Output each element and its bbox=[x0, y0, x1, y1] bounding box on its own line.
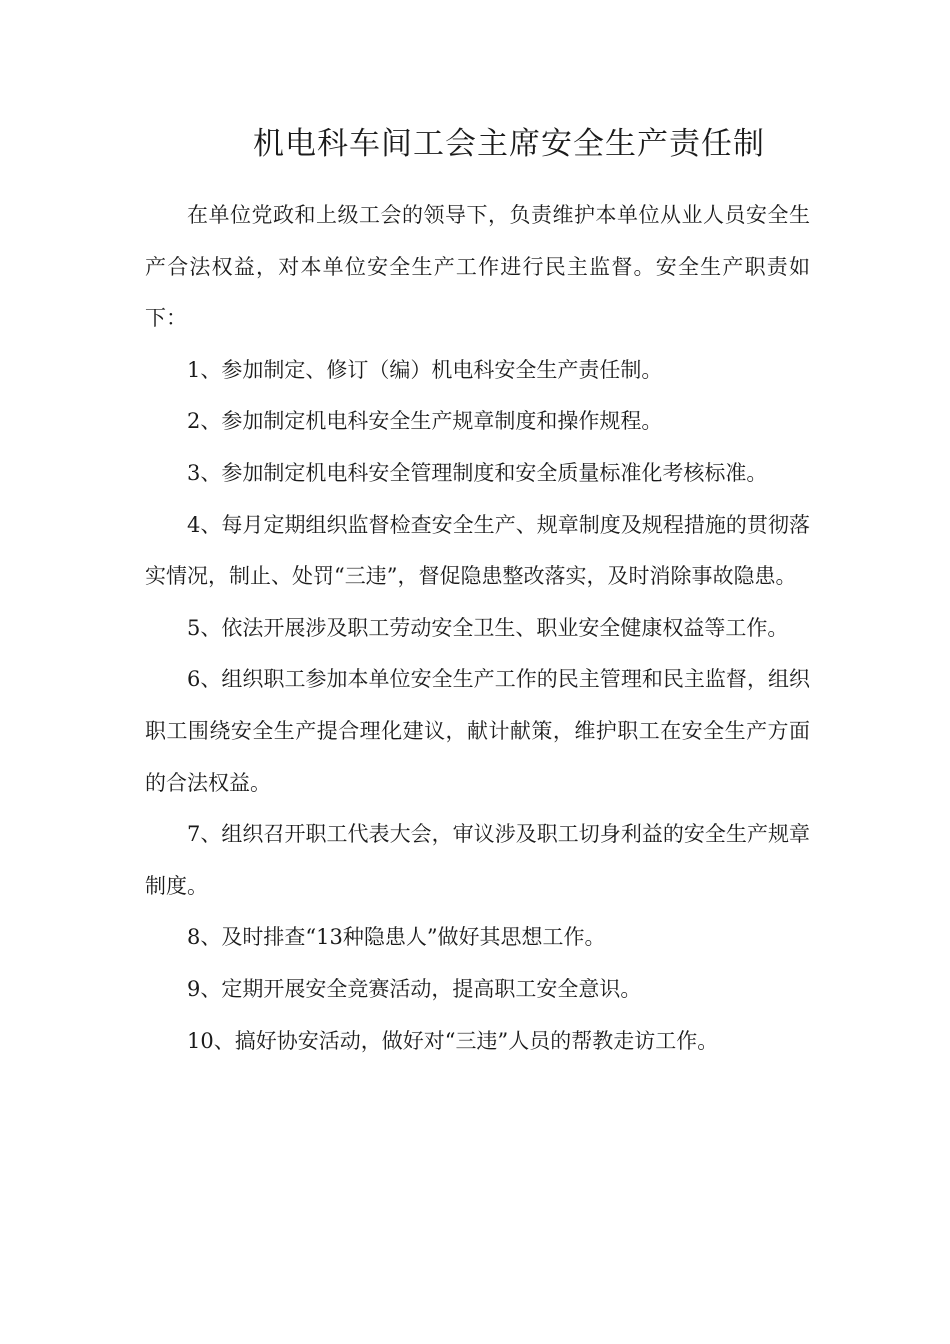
duty-item-7: 7、组织召开职工代表大会，审议涉及职工切身利益的安全生产规章制度。 bbox=[145, 822, 810, 898]
intro-paragraph: 在单位党政和上级工会的领导下，负责维护本单位从业人员安全生产合法权益，对本单位安全生产工作进行民主监督。安全生产职责如下： bbox=[145, 203, 810, 331]
duty-item-8: 8、及时排查“13种隐患人”做好其思想工作。 bbox=[187, 925, 606, 950]
duty-item-3: 3、参加制定机电科安全管理制度和安全质量标准化考核标准。 bbox=[187, 460, 768, 485]
duty-item-9: 9、定期开展安全竞赛活动，提高职工安全意识。 bbox=[187, 976, 642, 1001]
document-body bbox=[145, 190, 810, 1067]
duty-item-10: 10、搞好协安活动，做好对“三违”人员的帮教走访工作。 bbox=[187, 1028, 719, 1053]
document-title: 机电科车间工会主席安全生产责任制 bbox=[253, 126, 765, 162]
duty-item-5: 5、依法开展涉及职工劳动安全卫生、职业安全健康权益等工作。 bbox=[187, 615, 789, 640]
duty-item-6: 6、组织职工参加本单位安全生产工作的民主管理和民主监督，组织职工围绕安全生产提合理化建议，献计献策，维护职工在安全生产方面的合法权益。 bbox=[145, 667, 810, 795]
duty-item-1: 1、参加制定、修订（编）机电科安全生产责任制。 bbox=[187, 357, 663, 382]
duty-item-4: 4、每月定期组织监督检查安全生产、规章制度及规程措施的贯彻落实情况，制止、处罚“三违”，督促隐患整改落实，及时消除事故隐患。 bbox=[145, 512, 810, 589]
duty-item-2: 2、参加制定机电科安全生产规章制度和操作规程。 bbox=[187, 409, 663, 434]
